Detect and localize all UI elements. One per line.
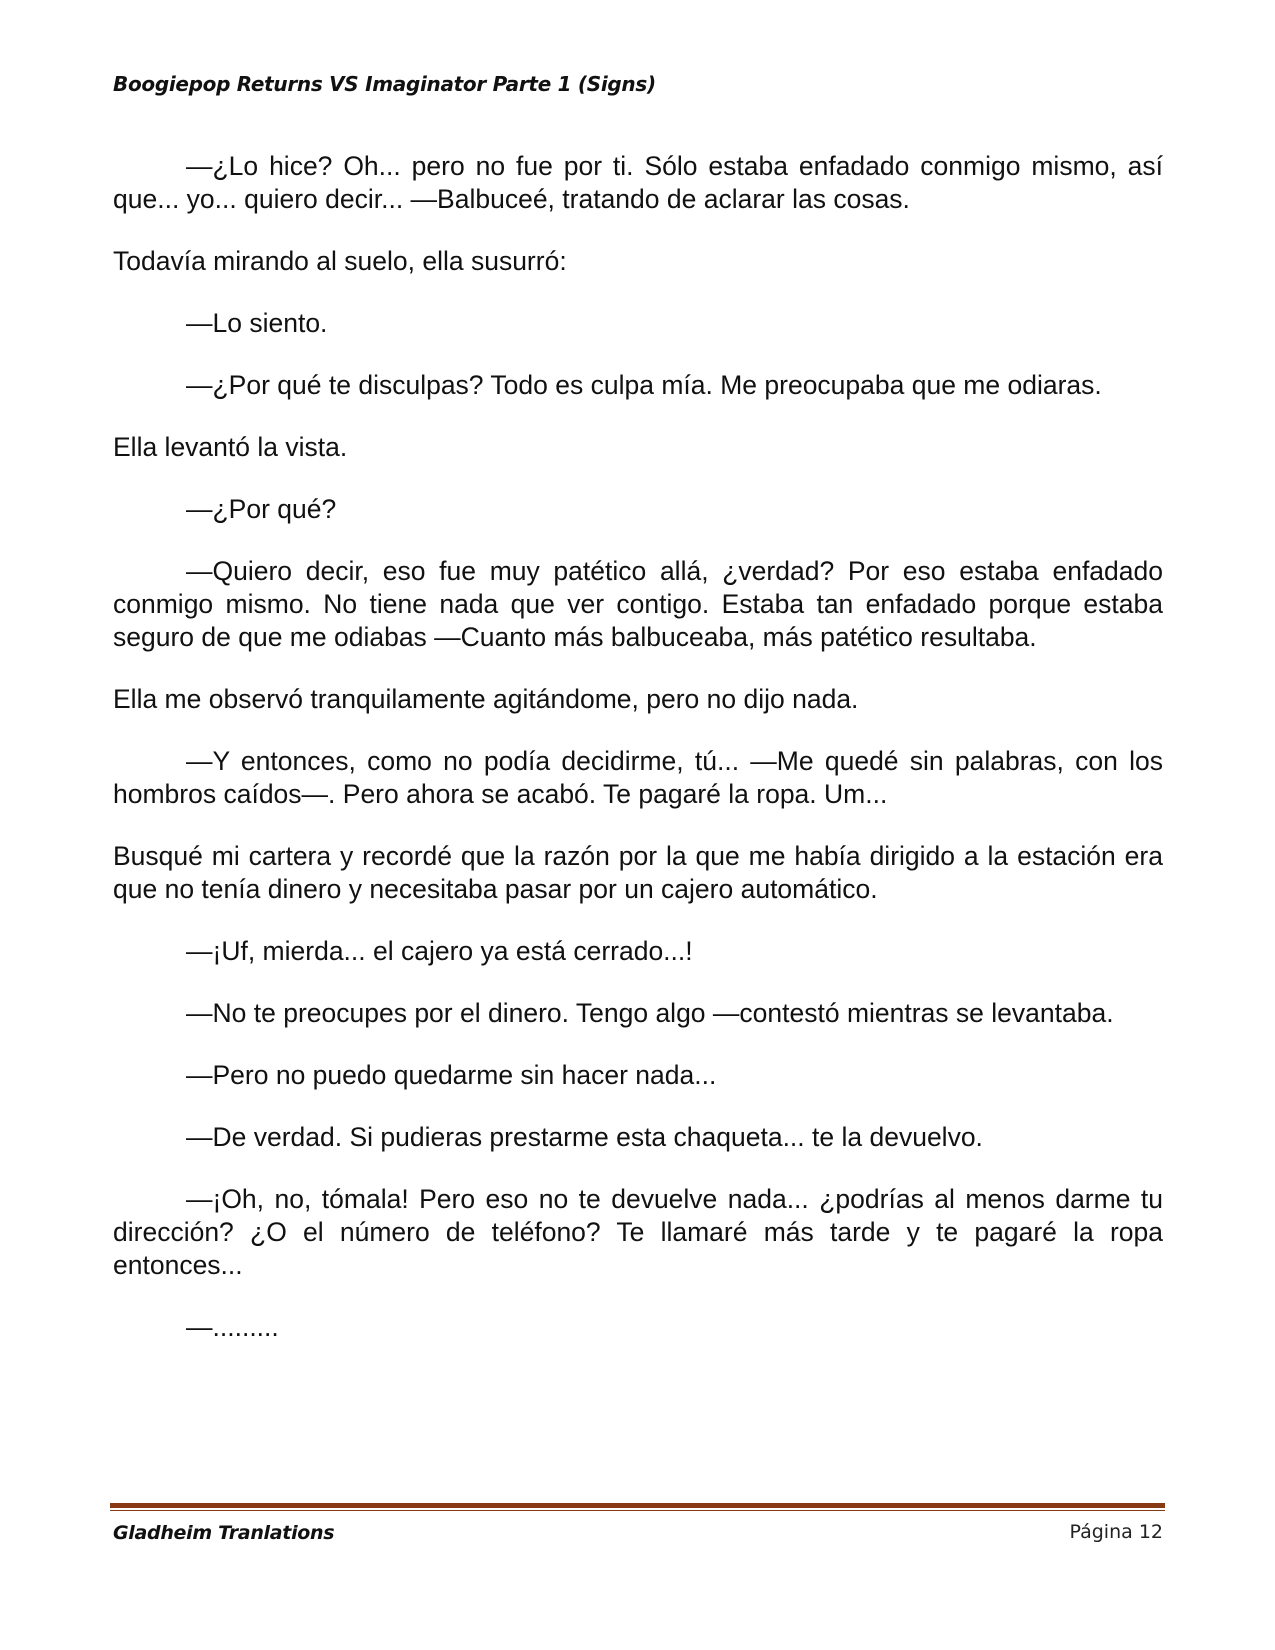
running-header: Boogiepop Returns VS Imaginator Parte 1 (Signs) xyxy=(113,72,656,96)
paragraph: —De verdad. Si pudieras prestarme esta chaqueta... te la devuelvo. xyxy=(186,1122,983,1152)
paragraph: Busqué mi cartera y recordé que la razón por la que me había dirigido a la estación era que no tenía dinero y necesitaba pasar por un cajero automático. xyxy=(113,841,1163,904)
paragraph: —¡Uf, mierda... el cajero ya está cerrado...! xyxy=(186,936,693,966)
footer-divider-thick-line xyxy=(110,1503,1165,1508)
paragraph: —¿Por qué te disculpas? Todo es culpa mía. Me preocupaba que me odiaras. xyxy=(186,370,1102,400)
page-number-label xyxy=(1069,1521,1163,1543)
page-body xyxy=(113,150,1163,1373)
footer-divider-thin-line xyxy=(110,1510,1165,1511)
paragraph: —Quiero decir, eso fue muy patético allá, ¿verdad? Por eso estaba enfadado conmigo mismo. No tiene nada que ver contigo. Estaba tan enfadado porque estaba seguro de que me odiabas —Cuanto más balbuceaba, más patético resultaba. xyxy=(113,556,1163,652)
paragraph: —¿Por qué? xyxy=(186,494,337,524)
paragraph: —......... xyxy=(186,1312,279,1342)
paragraph: —Pero no puedo quedarme sin hacer nada... xyxy=(186,1060,717,1090)
page-number: 12 xyxy=(1138,1521,1163,1543)
footer-divider xyxy=(110,1503,1165,1511)
paragraph: Todavía mirando al suelo, ella susurró: xyxy=(113,246,567,276)
paragraph: —¡Oh, no, tómala! Pero eso no te devuelve nada... ¿podrías al menos darme tu dirección? ¿O el número de teléfono? Te llamaré más tarde y te pagaré la ropa entonces... xyxy=(113,1184,1163,1280)
paragraph: —Y entonces, como no podía decidirme, tú... —Me quedé sin palabras, con los hombros caídos—. Pero ahora se acabó. Te pagaré la ropa. Um... xyxy=(113,746,1163,809)
paragraph: —Lo siento. xyxy=(186,308,328,338)
paragraph: —No te preocupes por el dinero. Tengo algo —contestó mientras se levantaba. xyxy=(186,998,1114,1028)
page-label: Página xyxy=(1069,1521,1133,1543)
paragraph: Ella levantó la vista. xyxy=(113,432,348,462)
footer-credit: Gladheim Tranlations xyxy=(113,1522,335,1544)
paragraph: —¿Lo hice? Oh... pero no fue por ti. Sólo estaba enfadado conmigo mismo, así que... yo... quiero decir... —Balbuceé, tratando de aclarar las cosas. xyxy=(113,151,1163,214)
paragraph: Ella me observó tranquilamente agitándome, pero no dijo nada. xyxy=(113,684,859,714)
